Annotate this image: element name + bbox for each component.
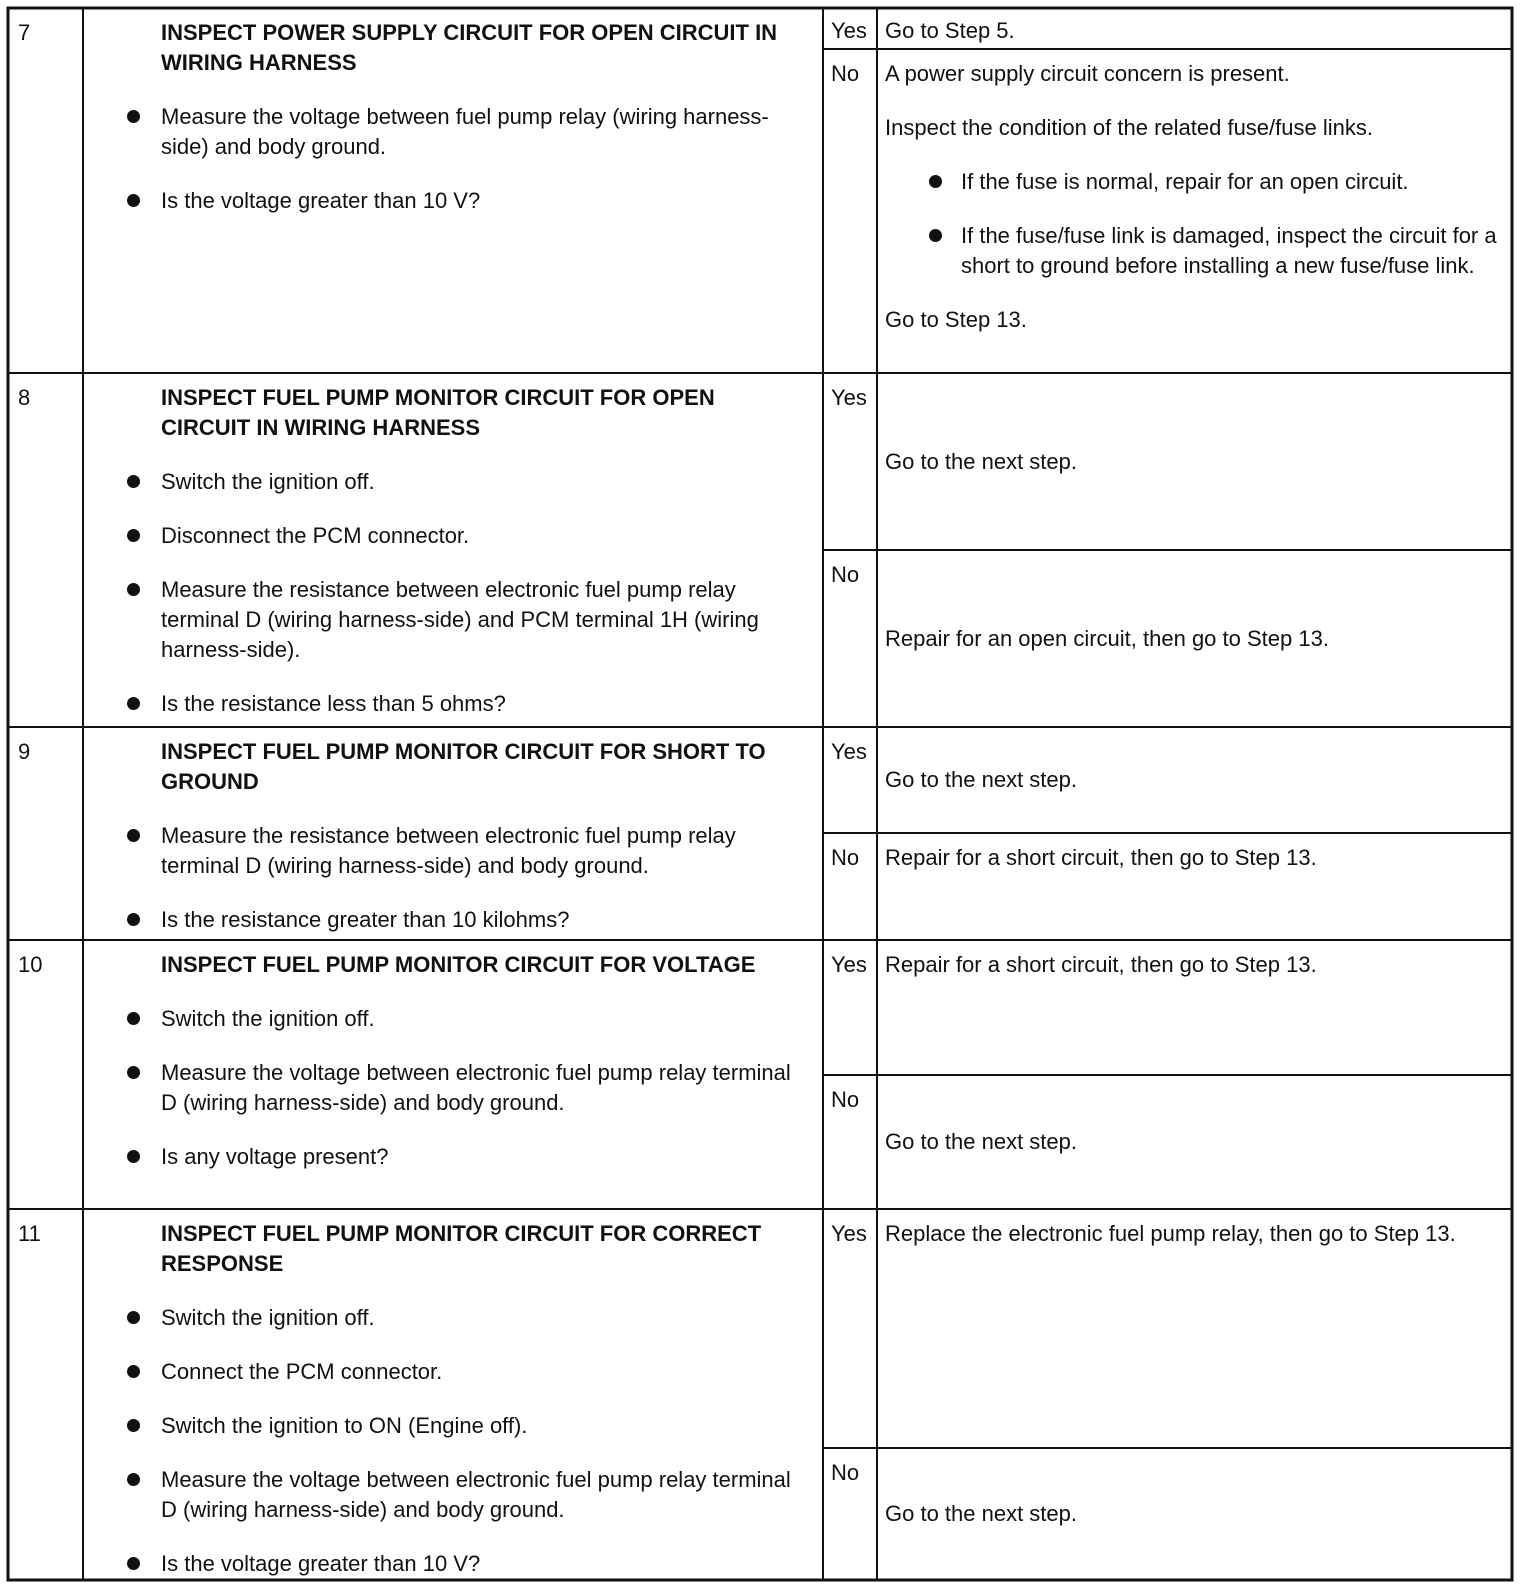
bullet-dot-icon bbox=[127, 475, 140, 488]
procedure-bullet: Is the resistance greater than 10 kilohms? bbox=[83, 905, 803, 935]
bullet-dot-icon bbox=[127, 1557, 140, 1570]
step-title: INSPECT FUEL PUMP MONITOR CIRCUIT FOR CORRECT RESPONSE bbox=[161, 1221, 762, 1276]
action-yes: Go to Step 5. bbox=[885, 18, 1015, 43]
procedure-bullet: Is any voltage present? bbox=[83, 1142, 803, 1172]
procedure-bullet: Disconnect the PCM connector. bbox=[83, 521, 803, 551]
action-paragraph: Go to Step 13. bbox=[885, 307, 1027, 332]
action-paragraph: Inspect the condition of the related fuse/fuse links. bbox=[885, 115, 1373, 140]
action-yes: Repair for a short circuit, then go to Step 13. bbox=[885, 952, 1317, 977]
action-yes: Go to the next step. bbox=[885, 448, 1078, 474]
answer-yes-label: Yes bbox=[831, 739, 867, 764]
action-no: Go to the next step. bbox=[885, 1129, 1078, 1154]
procedure-bullet: Measure the voltage between fuel pump relay (wiring harness-side) and body ground. bbox=[83, 102, 803, 162]
bullet-dot-icon bbox=[127, 110, 140, 123]
answer-yes-label: Yes bbox=[831, 1221, 867, 1246]
bullet-dot-icon bbox=[127, 194, 140, 207]
procedure-bullet: Switch the ignition off. bbox=[83, 1004, 803, 1034]
bullet-dot-icon bbox=[127, 1311, 140, 1324]
bullet-dot-icon bbox=[127, 1012, 140, 1025]
answer-no-label: No bbox=[831, 562, 860, 587]
bullet-dot-icon bbox=[127, 697, 140, 710]
action-paragraph: A power supply circuit concern is present. bbox=[885, 61, 1290, 86]
bullet-dot-icon bbox=[127, 529, 140, 542]
procedure-bullet: Connect the PCM connector. bbox=[83, 1357, 803, 1387]
procedure-bullet: Switch the ignition off. bbox=[83, 1303, 803, 1333]
procedure-bullet: Measure the voltage between electronic fuel pump relay terminal D (wiring harness-side) and body ground. bbox=[83, 1058, 803, 1118]
procedure-bullet: Is the resistance less than 5 ohms? bbox=[83, 689, 803, 719]
step-procedure bbox=[83, 8, 823, 373]
action-no: Repair for a short circuit, then go to Step 13. bbox=[885, 845, 1317, 870]
action-yes: Replace the electronic fuel pump relay, then go to Step 13. bbox=[885, 1221, 1456, 1246]
procedure-bullet: Switch the ignition off. bbox=[83, 467, 803, 497]
action-no bbox=[877, 49, 1512, 373]
answer-yes-label: Yes bbox=[831, 18, 867, 43]
step-procedure bbox=[83, 727, 823, 940]
step-procedure bbox=[83, 1209, 823, 1580]
step-procedure bbox=[83, 940, 823, 1209]
step-number: 9 bbox=[18, 739, 31, 764]
bullet-dot-icon bbox=[127, 1066, 140, 1079]
step-number: 7 bbox=[18, 20, 31, 45]
procedure-bullet: Is the voltage greater than 10 V? bbox=[83, 1549, 803, 1579]
bullet-dot-icon bbox=[127, 1150, 140, 1163]
step-title: INSPECT POWER SUPPLY CIRCUIT FOR OPEN CIRCUIT IN WIRING HARNESS bbox=[161, 20, 778, 75]
procedure-bullet: Measure the voltage between electronic fuel pump relay terminal D (wiring harness-side) and body ground. bbox=[83, 1465, 803, 1525]
answer-no-label: No bbox=[831, 61, 860, 86]
action-sub-bullet: If the fuse/fuse link is damaged, inspect the circuit for a short to ground before installing a new fuse/fuse link. bbox=[885, 221, 1500, 281]
step-title: INSPECT FUEL PUMP MONITOR CIRCUIT FOR SHORT TO GROUND bbox=[161, 739, 766, 794]
bullet-dot-icon bbox=[127, 829, 140, 842]
action-yes: Go to the next step. bbox=[885, 767, 1078, 792]
step-procedure bbox=[83, 373, 823, 727]
step-number: 8 bbox=[18, 385, 31, 410]
bullet-dot-icon bbox=[127, 1419, 140, 1432]
action-no: Repair for an open circuit, then go to Step 13. bbox=[885, 625, 1329, 651]
bullet-dot-icon bbox=[929, 175, 942, 188]
step-title: INSPECT FUEL PUMP MONITOR CIRCUIT FOR OPEN CIRCUIT IN WIRING HARNESS bbox=[161, 385, 715, 440]
answer-yes-label: Yes bbox=[831, 952, 867, 977]
answer-no-label: No bbox=[831, 1087, 860, 1112]
answer-no-label: No bbox=[831, 845, 860, 870]
step-title: INSPECT FUEL PUMP MONITOR CIRCUIT FOR VOLTAGE bbox=[161, 952, 756, 977]
procedure-bullet: Is the voltage greater than 10 V? bbox=[83, 186, 803, 216]
bullet-dot-icon bbox=[127, 1365, 140, 1378]
answer-yes-label: Yes bbox=[831, 385, 867, 410]
procedure-bullet: Switch the ignition to ON (Engine off). bbox=[83, 1411, 803, 1441]
action-sub-bullet: If the fuse is normal, repair for an open circuit. bbox=[885, 167, 1500, 197]
bullet-dot-icon bbox=[929, 229, 942, 242]
action-no: Go to the next step. bbox=[885, 1501, 1078, 1526]
procedure-bullet: Measure the resistance between electronic fuel pump relay terminal D (wiring harness-side) and body ground. bbox=[83, 821, 803, 881]
bullet-dot-icon bbox=[127, 1473, 140, 1486]
step-number: 10 bbox=[18, 952, 43, 977]
bullet-dot-icon bbox=[127, 583, 140, 596]
answer-no-label: No bbox=[831, 1460, 860, 1485]
bullet-dot-icon bbox=[127, 913, 140, 926]
step-number: 11 bbox=[18, 1221, 41, 1246]
procedure-bullet: Measure the resistance between electronic fuel pump relay terminal D (wiring harness-side) and PCM terminal 1H (wiring harness-side). bbox=[83, 575, 803, 665]
